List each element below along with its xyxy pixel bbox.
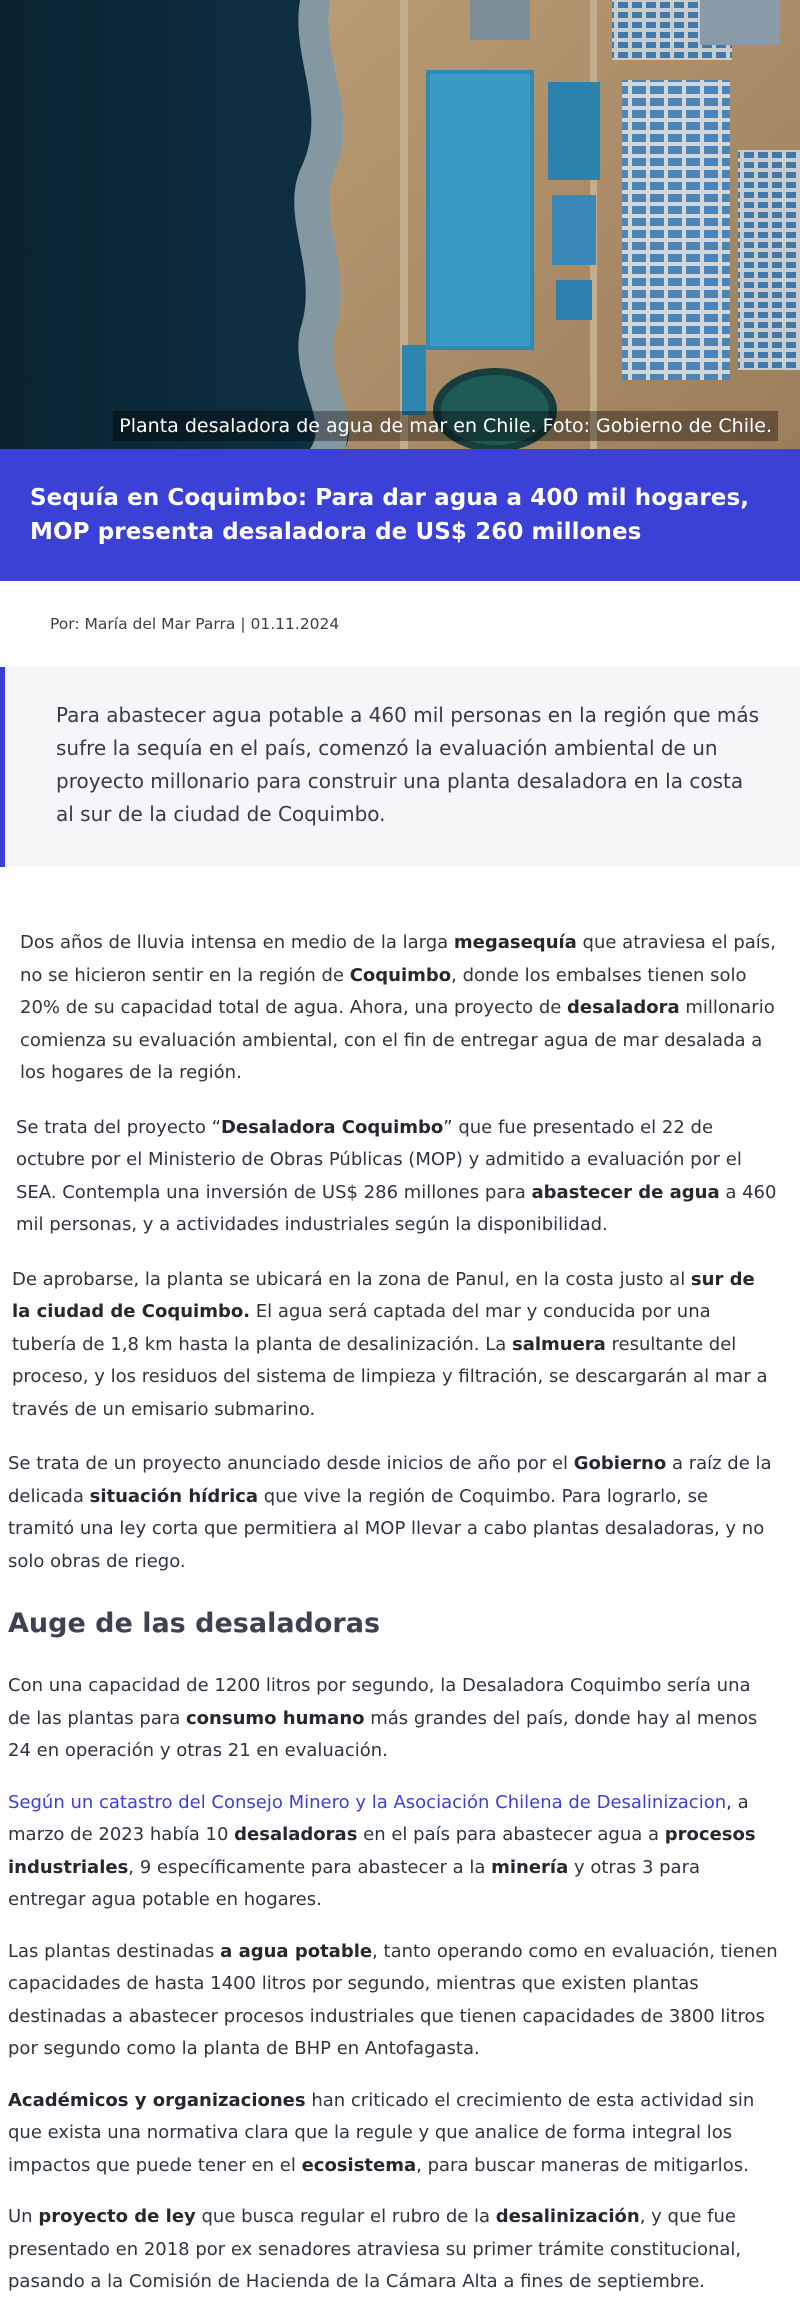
section-heading: Auge de las desaladoras <box>8 1608 381 1639</box>
text: millonario comienza su evaluación ambiental, con el fin de entregar agua de mar desalada a los hogares de la región. <box>20 997 775 1083</box>
text: ” que fue presentado el 22 de octubre por el Ministerio de Obras Públicas (MOP) y admitido a evaluación por el SEA. Contempla una inversión de US$ 286 millones para <box>16 1116 742 1203</box>
text: a 460 mil personas, y a actividades industriales según la disponibilidad. <box>16 1181 777 1235</box>
bold-text: salmuera <box>511 1333 606 1355</box>
text: Con una capacidad de 1200 litros por segundo, la Desaladora Coquimbo sería una de las plantas para <box>8 1675 751 1729</box>
bold-text: minería <box>491 1856 569 1878</box>
bold-text: Académicos y organizaciones <box>8 2089 306 2111</box>
paragraph-5 <box>0 1670 800 1768</box>
bold-text: ecosistema <box>301 2154 417 2176</box>
article-title: Sequía en Coquimbo: Para dar agua a 400 mil hogares, MOP presenta desaladora de US$ 260 millones <box>30 485 750 545</box>
lead-blockquote <box>0 667 800 867</box>
byline: Por: María del Mar Parra | 01.11.2024 <box>50 615 340 633</box>
paragraph-8 <box>0 2085 800 2183</box>
text: Las plantas destinadas <box>8 1940 221 1962</box>
text: que atraviesa el país, no se hicieron sentir en la región de <box>20 932 776 986</box>
bold-text: desalinización <box>495 2206 640 2227</box>
bold-text: situación hídrica <box>89 1485 259 1507</box>
paragraph-7 <box>0 1936 800 2066</box>
text: , a marzo de 2023 había 10 <box>8 1791 749 1845</box>
text: que vive la región de Coquimbo. Para lograrlo, se tramitó una ley corta que permitiera al MOP llevar a cabo plantas desaladoras, y no solo obras de riego. <box>8 1485 765 1572</box>
bold-text: desaladora <box>567 997 680 1018</box>
bold-text: a agua potable <box>220 1940 373 1962</box>
hero-image <box>0 0 800 449</box>
text: Dos años de lluvia intensa en medio de la larga <box>20 932 454 953</box>
text: han criticado el crecimiento de esta actividad sin que exista una normativa clara que la regule y que analice de forma integral los impactos que puede tener en el <box>8 2089 755 2176</box>
bold-text: abastecer de agua <box>531 1181 720 1203</box>
text: en el país para abastecer agua a <box>357 1824 665 1845</box>
text: , tanto operando como en evaluación, tienen capacidades de hasta 1400 litros por segundo, mientras que existen plantas destinadas a abastecer procesos industriales que tienen capacidades de 3800 litros por segundo como la planta de BHP en Antofagasta. <box>8 1940 778 2059</box>
title-band <box>0 449 800 581</box>
hero-caption: Planta desaladora de agua de mar en Chile. Foto: Gobierno de Chile. <box>113 411 778 441</box>
bold-text: Desaladora Coquimbo <box>220 1116 444 1138</box>
text: Se trata de un proyecto anunciado desde inicios de año por el <box>8 1453 574 1474</box>
bold-text: Gobierno <box>573 1453 667 1474</box>
paragraph-1 <box>0 927 800 1090</box>
paragraph-2 <box>0 1112 800 1242</box>
paragraph-3 <box>0 1264 800 1427</box>
bold-text: desaladoras <box>234 1824 358 1845</box>
text: , y que fue presentado en 2018 por ex senadores atraviesa su primer trámite constitucional, pasando a la Comisión de Hacienda de la Cámara Alta a fines de septiembre. <box>8 2206 742 2292</box>
text: , 9 específicamente para abastecer a la <box>128 1856 492 1878</box>
text: Se trata del proyecto “ <box>16 1116 221 1138</box>
text: El agua será captada del mar y conducida por una tubería de 1,8 km hasta la planta de desalinización. La <box>12 1301 711 1355</box>
text: más grandes del país, donde hay al menos 24 en operación y otras 21 en evaluación. <box>8 1707 758 1761</box>
paragraph-9 <box>0 2201 800 2299</box>
text: que busca regular el rubro de la <box>195 2206 496 2227</box>
bold-text: proyecto de ley <box>38 2206 196 2227</box>
bold-text: consumo humano <box>186 1707 365 1729</box>
text: , para buscar maneras de mitigarlos. <box>416 2154 749 2176</box>
text: a raíz de la delicada <box>8 1453 772 1507</box>
catastro-link[interactable]: Según un catastro del Consejo Minero y la Asociación Chilena de Desalinizacion <box>8 1791 727 1813</box>
text: Un <box>8 2206 39 2227</box>
text: resultante del proceso, y los residuos del sistema de limpieza y filtración, se descargarán al mar a través de un emisario submarino. <box>12 1333 768 1420</box>
text: De aprobarse, la planta se ubicará en la zona de Panul, en la costa justo al <box>12 1268 691 1290</box>
bold-text: sur de la ciudad de Coquimbo. <box>12 1268 755 1322</box>
paragraph-4 <box>0 1448 800 1578</box>
bold-text: procesos industriales <box>8 1824 756 1878</box>
lead-text: Para abastecer agua potable a 460 mil personas en la región que más sufre la sequía en el país, comenzó la evaluación ambiental de un proyecto millonario para construir una planta desaladora en la costa al sur de la ciudad de Coquimbo. <box>56 703 760 826</box>
paragraph-6 <box>0 1787 800 1917</box>
desalination-plant-aerial-photo <box>0 0 800 449</box>
bold-text: Coquimbo <box>349 964 452 986</box>
text: y otras 3 para entregar agua potable en hogares. <box>8 1856 701 1910</box>
text: , donde los embalses tienen solo 20% de su capacidad total de agua. Ahora, una proyecto de <box>20 964 747 1018</box>
bold-text: megasequía <box>453 932 577 953</box>
article-body <box>0 867 800 2299</box>
